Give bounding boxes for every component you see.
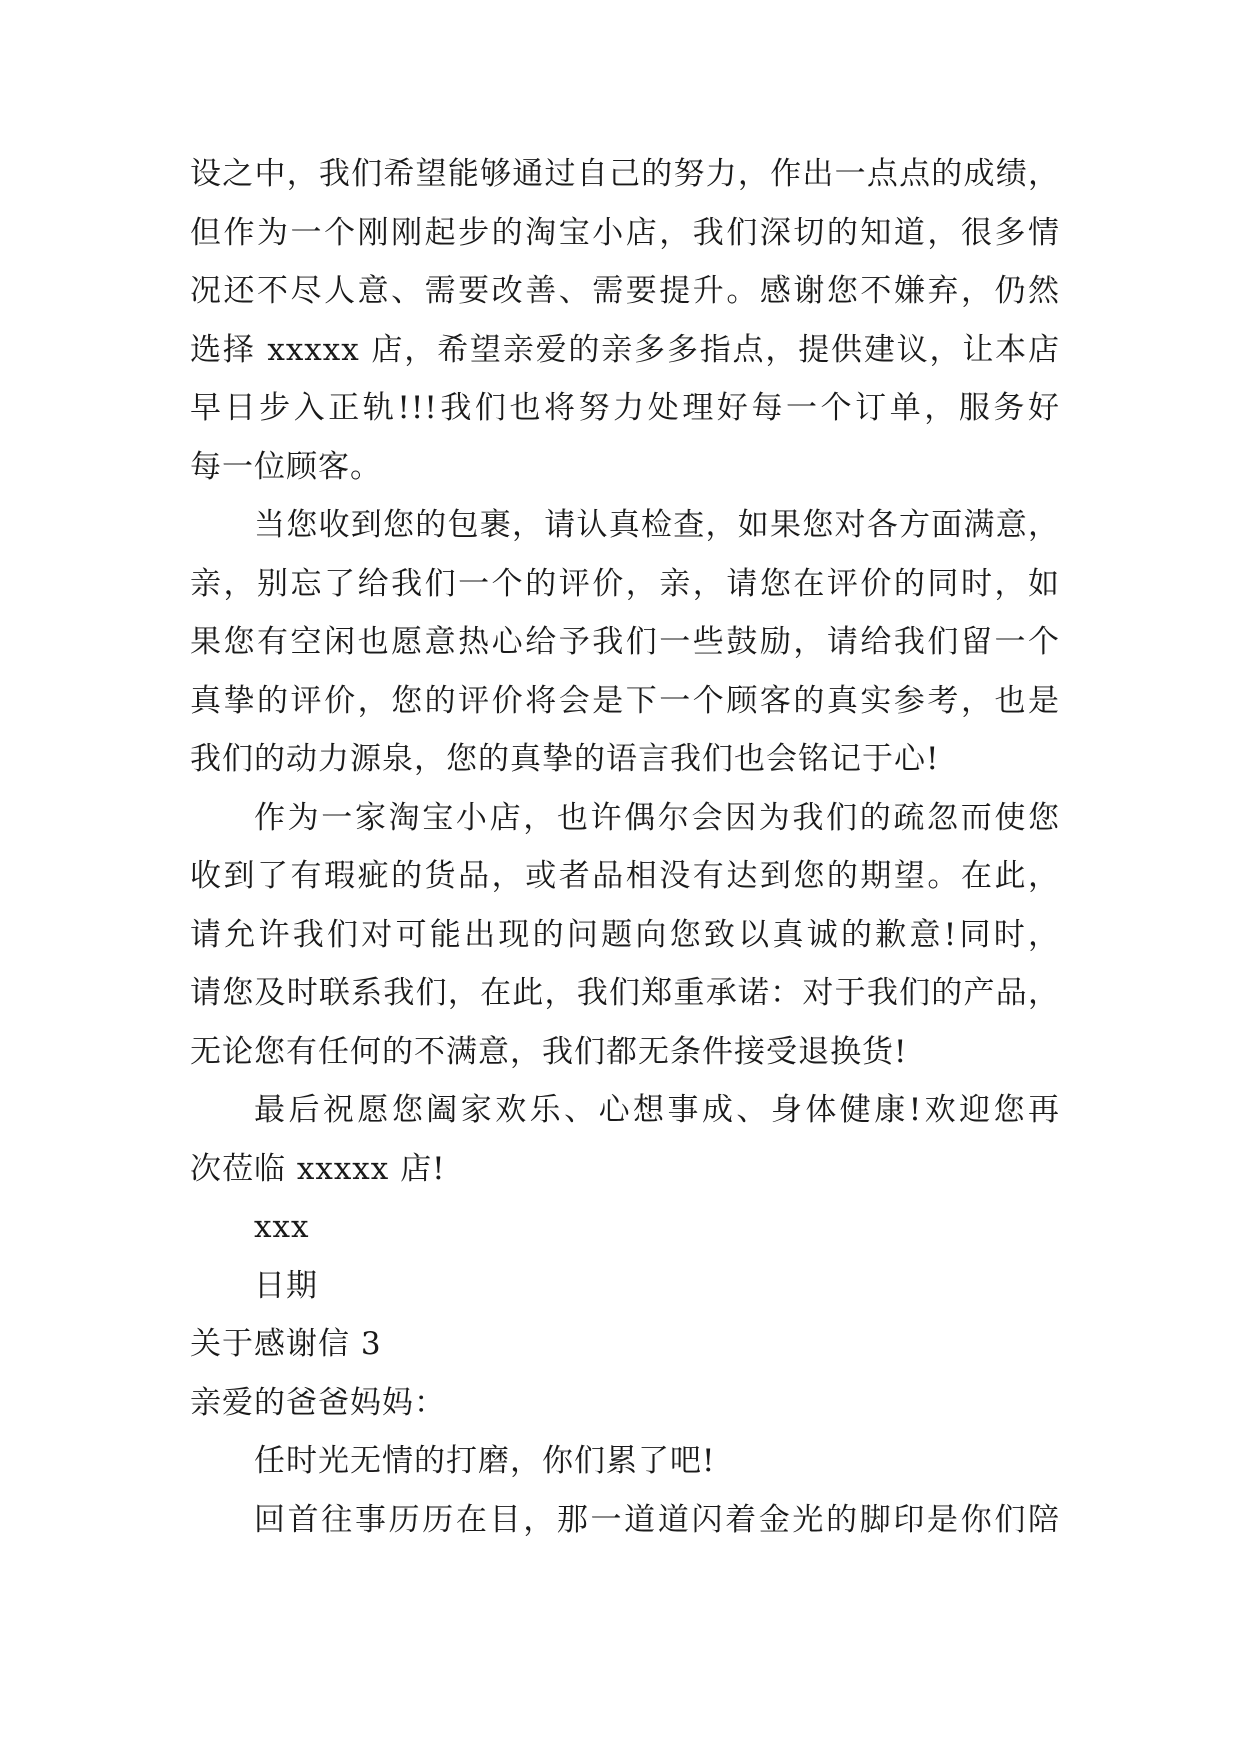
paragraph-4 [190, 1081, 1060, 1198]
signature-date: 日期 [254, 1267, 318, 1304]
paragraph-6 [190, 1491, 1060, 1550]
paragraph-1 [190, 145, 1060, 496]
text-line: 但作为一个刚刚起步的淘宝小店，我们深切的知道，很多情 [190, 214, 1060, 251]
paragraph-2 [190, 496, 1060, 789]
text-line: 早日步入正轨!!!我们也将努力处理好每一个订单，服务好 [190, 390, 1060, 426]
text-line: 任时光无情的打磨，你们累了吧! [254, 1443, 716, 1479]
section-title: 关于感谢信 3 [190, 1326, 382, 1362]
text-line: 请允许我们对可能出现的问题向您致以真诚的歉意!同时， [190, 916, 1060, 953]
text-line: 我们的动力源泉，您的真挚的语言我们也会铭记于心! [190, 741, 940, 777]
text-line: 真挚的评价，您的评价将会是下一个顾客的真实参考，也是 [190, 682, 1060, 719]
paragraph-3 [190, 789, 1060, 1082]
text-line: 回首往事历历在目，那一道道闪着金光的脚印是你们陪 [254, 1501, 1060, 1538]
text-line: 最后祝愿您阖家欢乐、心想事成、身体健康!欢迎您再 [254, 1092, 1060, 1128]
text-line: 亲，别忘了给我们一个的评价，亲，请您在评价的同时，如 [190, 565, 1060, 602]
text-line: 选择 xxxxx 店，希望亲爱的亲多多指点，提供建议，让本店 [190, 331, 1060, 368]
text-line: 设之中，我们希望能够通过自己的努力，作出一点点的成绩， [190, 156, 1060, 192]
text-line: 果您有空闲也愿意热心给予我们一些鼓励，请给我们留一个 [190, 624, 1060, 660]
text-line: 无论您有任何的不满意，我们都无条件接受退换货! [190, 1033, 908, 1070]
salutation: 亲爱的爸爸妈妈： [190, 1384, 446, 1421]
text-line: 作为一家淘宝小店，也许偶尔会因为我们的疏忽而使您 [254, 799, 1060, 836]
text-line: 收到了有瑕疵的货品，或者品相没有达到您的期望。在此， [190, 858, 1060, 894]
text-line: 请您及时联系我们，在此，我们郑重承诺：对于我们的产品， [190, 975, 1060, 1011]
text-line: 当您收到您的包裹，请认真检查，如果您对各方面满意， [254, 507, 1060, 543]
paragraph-5 [190, 1432, 1060, 1491]
signature-name: xxx [254, 1209, 310, 1245]
text-line: 况还不尽人意、需要改善、需要提升。感谢您不嫌弃，仍然 [190, 273, 1060, 309]
text-line: 每一位顾客。 [190, 448, 382, 485]
document-page [190, 145, 1060, 1549]
text-line: 次莅临 xxxxx 店! [190, 1150, 446, 1187]
